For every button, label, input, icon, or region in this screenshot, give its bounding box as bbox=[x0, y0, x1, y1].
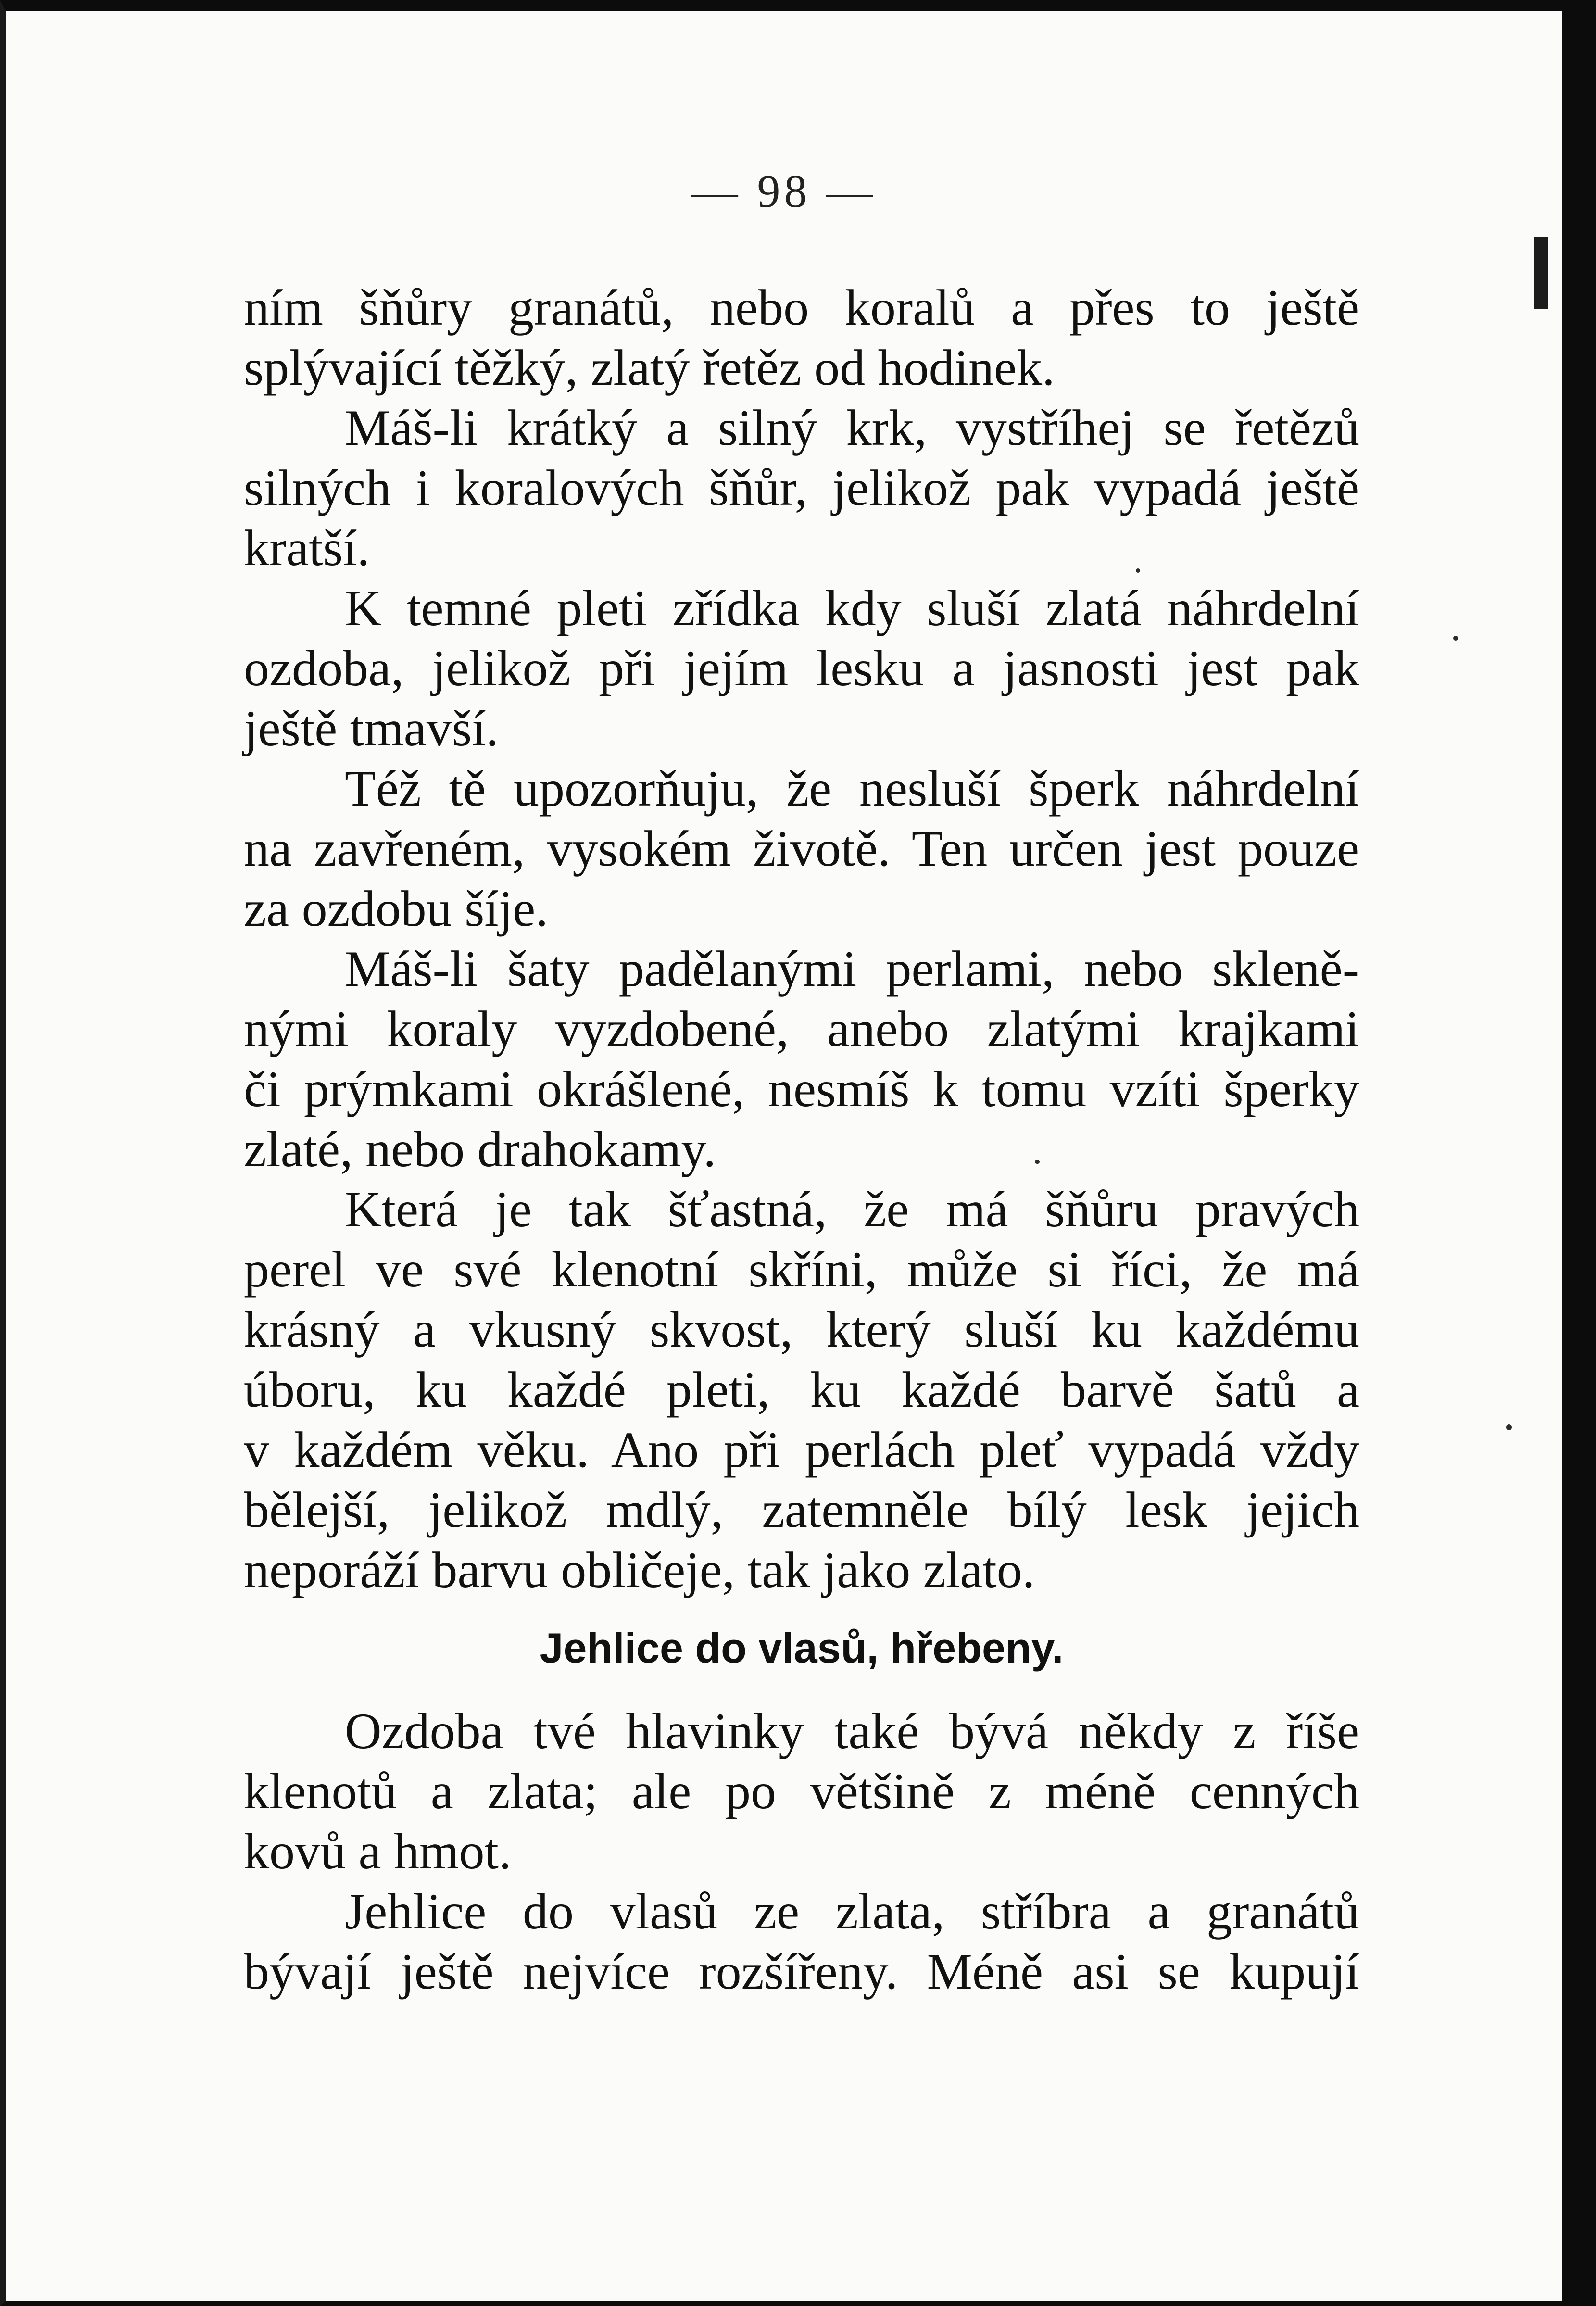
scan-speck bbox=[1506, 1424, 1512, 1430]
text-line: Jehlice do vlasů ze zlata, stříbra a granátů bbox=[345, 1883, 1359, 1940]
text-line: nými koraly vyzdobené, anebo zlatými krajkami bbox=[244, 1001, 1359, 1057]
book-page bbox=[6, 11, 1562, 2301]
text-line: za ozdobu šíje. bbox=[244, 881, 548, 937]
text-line: Ozdoba tvé hlavinky také bývá někdy z říše bbox=[345, 1703, 1359, 1759]
text-line: krásný a vkusný skvost, který sluší ku každému bbox=[244, 1301, 1359, 1358]
scan-edge-mark bbox=[1534, 237, 1548, 309]
text-line: či prýmkami okrášlené, nesmíš k tomu vzíti šperky bbox=[244, 1061, 1359, 1117]
text-line: ním šňůry granátů, nebo koralů a přes to ještě bbox=[244, 279, 1359, 336]
text-line: bývají ještě nejvíce rozšířeny. Méně asi se kupují bbox=[244, 1943, 1359, 2000]
text-line: klenotů a zlata; ale po většině z méně cenných bbox=[244, 1763, 1359, 1819]
scan-speck bbox=[1136, 568, 1140, 573]
text-line: Máš-li krátký a silný krk, vystříhej se řetězů bbox=[345, 400, 1359, 456]
text-line: silných i koralových šňůr, jelikož pak vypadá ještě bbox=[244, 460, 1359, 516]
text-line: neporáží barvu obličeje, tak jako zlato. bbox=[244, 1542, 1035, 1598]
scan-speck bbox=[1035, 1160, 1040, 1164]
text-line: ozdoba, jelikož při jejím lesku a jasnosti jest pak bbox=[244, 640, 1359, 696]
page-number: — 98 — bbox=[691, 165, 877, 217]
text-line: Která je tak šťastná, že má šňůru pravých bbox=[345, 1181, 1359, 1237]
text-line: splývající těžký, zlatý řetěz od hodinek. bbox=[244, 340, 1055, 396]
text-line: bělejší, jelikož mdlý, zatemněle bílý lesk jejich bbox=[244, 1482, 1359, 1538]
body-text bbox=[244, 277, 1359, 2002]
text-line: ještě tmavší. bbox=[244, 700, 499, 756]
text-line: perel ve své klenotní skříni, může si říci, že má bbox=[244, 1241, 1359, 1298]
text-line: na zavřeném, vysokém životě. Ten určen jest pouze bbox=[244, 820, 1359, 877]
scan-speck bbox=[1453, 636, 1458, 641]
text-line: kovů a hmot. bbox=[244, 1823, 512, 1879]
text-line: Máš-li šaty padělanými perlami, nebo skleně- bbox=[345, 941, 1359, 997]
text-line: úboru, ku každé pleti, ku každé barvě šatů a bbox=[244, 1361, 1359, 1418]
text-line: v každém věku. Ano při perlách pleť vypadá vždy bbox=[244, 1422, 1359, 1478]
text-line: zlaté, nebo drahokamy. bbox=[244, 1121, 716, 1177]
text-line: K temné pleti zřídka kdy sluší zlatá náhrdelní bbox=[345, 580, 1359, 636]
text-line: kratší. bbox=[244, 520, 370, 576]
section-heading: Jehlice do vlasů, hřebeny. bbox=[540, 1624, 1064, 1672]
text-line: Též tě upozorňuju, že nesluší šperk náhrdelní bbox=[345, 760, 1359, 817]
